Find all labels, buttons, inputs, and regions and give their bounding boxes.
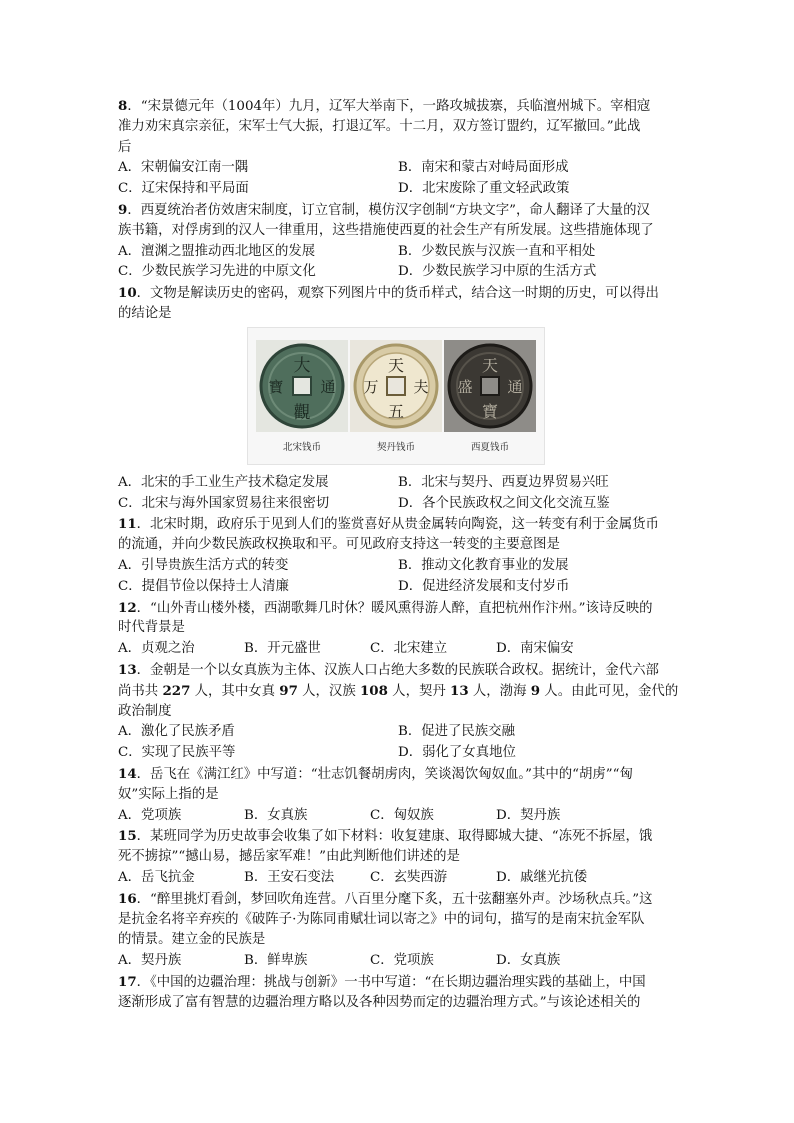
question-stem: 人，渤海 [468,683,531,699]
question-14 [118,764,678,826]
statistic-value: 108 [359,682,388,699]
question-number: 9 [118,201,128,218]
option-d[interactable]: D．少数民族学习中原的生活方式 [398,264,597,280]
option-d[interactable]: D．契丹族 [496,807,561,823]
coin-glyph-bottom: 觀 [293,402,311,423]
option-a[interactable]: A．北宋的手工业生产技术稳定发展 [118,474,329,490]
question-list [118,96,678,1013]
coin-glyph-left: 万 [363,377,379,396]
question-stem: ．《中国的边疆治理：挑战与创新》一书中写道：“在长期边疆治理实践的基础上，中国 [136,974,646,990]
option-b[interactable]: B．王安石变法 [244,869,335,885]
option-c[interactable]: C．党项族 [370,953,434,969]
question-stem: ．“山外青山楼外楼，西湖歌舞几时休？暖风熏得游人醉，直把杭州作汴州。”该诗反映的 [136,600,653,616]
western-xia-coin-icon [444,340,536,432]
question-11 [118,514,678,597]
option-b[interactable]: B．推动文化教育事业的发展 [398,557,569,573]
statistic-value: 9 [530,682,541,699]
khitan-coin-icon [350,340,442,432]
question-stem: ．金朝是一个以女真族为主体、汉族人口占绝大多数的民族联合政权。据统计，金代六部 [136,662,659,678]
option-c[interactable]: C．提倡节俭以保持士人清廉 [118,578,289,594]
question-stem: 死不掳掠”“撼山易，撼岳家军难！”由此判断他们讲述的是 [118,849,460,865]
option-d[interactable]: D．促进经济发展和支付岁币 [398,578,570,594]
option-a[interactable]: A．宋朝偏安江南一隅 [118,160,249,176]
option-b[interactable]: B．女真族 [244,807,308,823]
question-stem: 准力劝宋真宗亲征，宋军士气大振，打退辽军。十二月，双方签订盟约，辽军撤回。”此战 [118,118,641,134]
option-c[interactable]: C．玄奘西游 [370,869,448,885]
question-stem: 族书籍，对俘虏到的汉人一律重用，这些措施使西夏的社会生产有所发展。这些措施体现了 [118,222,654,238]
question-stem: 的流通，并向少数民族政权换取和平。可见政府支持这一转变的主要意图是 [118,537,560,553]
option-c[interactable]: C．辽宋保持和平局面 [118,181,249,197]
question-stem: 尚书共 [118,683,163,699]
question-number: 8 [118,98,128,114]
question-13 [118,660,678,764]
coin-glyph-bottom: 五 [387,401,405,421]
coin-caption: 契丹钱币 [376,441,415,453]
coin-glyph-top: 大 [293,355,311,376]
question-stem: ．北宋时期，政府乐于见到人们的鉴赏喜好从贵金属转向陶瓷，这一转变有利于金属货币 [136,517,659,533]
coin-glyph-left: 寶 [268,377,284,396]
option-d[interactable]: D．各个民族政权之间文化交流互鉴 [398,495,610,511]
question-number: 11 [118,516,137,533]
question-stem: 是抗金名将辛弃疾的《破阵子·为陈同甫赋壮词以寄之》中的词句，描写的是南宋抗金军队 [118,911,645,927]
option-c[interactable]: C．北宋建立 [370,641,448,657]
option-a[interactable]: A．岳飞抗金 [118,869,195,885]
question-8 [118,96,678,200]
coin-glyph-top: 天 [481,355,499,375]
option-a[interactable]: A．贞观之治 [118,641,195,657]
coin-figure [118,327,678,469]
question-stem: 逐渐形成了富有智慧的边疆治理方略以及各种因势而定的边疆治理方式。”与该论述相关的 [118,994,641,1010]
option-a[interactable]: A．引导贵族生活方式的转变 [118,557,289,573]
question-stem: 人。由此可见，金代的 [540,683,679,699]
question-number: 17 [118,973,137,990]
coin-caption: 西夏钱币 [470,441,509,453]
question-number: 13 [118,661,137,678]
northern-song-coin-icon [256,340,348,432]
question-15 [118,826,678,888]
question-stem: 政治制度 [118,703,172,719]
option-b[interactable]: B．开元盛世 [244,641,321,657]
coin-glyph-left: 盛 [457,377,473,396]
question-number: 16 [118,890,137,907]
option-d[interactable]: D．戚继光抗倭 [496,869,588,885]
option-a[interactable]: A．契丹族 [118,953,182,969]
option-d[interactable]: D．北宋废除了重文轻武政策 [398,181,570,197]
question-number: 15 [118,828,137,845]
option-b[interactable]: B．南宋和蒙古对峙局面形成 [398,160,569,176]
question-stem: ．某班同学为历史故事会收集了如下材料：收复建康、取得郾城大捷、“冻死不拆屋，饿 [136,829,653,845]
question-stem: 的情景。建立金的民族是 [118,932,266,948]
option-a[interactable]: A．党项族 [118,807,182,823]
question-stem: 后 [118,139,132,155]
statistic-value: 97 [279,682,298,699]
option-d[interactable]: D．女真族 [496,953,561,969]
coin-glyph-right: 夫 [413,377,429,396]
question-16 [118,889,678,972]
coin-caption: 北宋钱币 [282,441,321,453]
option-b[interactable]: B．鲜卑族 [244,953,308,969]
question-stem: ．岳飞在《满江红》中写道：“壮志饥餐胡虏肉，笑谈渴饮匈奴血。”其中的“胡虏”“匈 [136,766,633,782]
option-c[interactable]: C．匈奴族 [370,807,434,823]
coin-glyph-right: 通 [507,377,523,396]
option-c[interactable]: C．少数民族学习先进的中原文化 [118,264,316,280]
coin-glyph-top: 天 [387,355,405,375]
question-9 [118,200,678,283]
option-c[interactable]: C．北宋与海外国家贸易往来很密切 [118,495,330,511]
question-17 [118,972,678,1014]
question-stem: 人，其中女真 [190,683,280,699]
question-12 [118,598,678,660]
coin-glyph-bottom: 寶 [481,401,499,421]
coin-glyph-right: 通 [320,377,336,396]
option-a[interactable]: A．激化了民族矛盾 [118,724,235,740]
question-stem: 人，契丹 [387,683,450,699]
question-number: 14 [118,765,137,782]
question-stem: 时代背景是 [118,620,185,636]
option-d[interactable]: D．弱化了女真地位 [398,745,516,761]
question-stem: ．“醉里挑灯看剑，梦回吹角连营。八百里分麾下炙，五十弦翻塞外声。沙场秋点兵。”这 [136,891,653,907]
question-stem: 奴”实际上指的是 [118,786,219,802]
option-c[interactable]: C．实现了民族平等 [118,745,236,761]
question-stem: ．西夏统治者仿效唐宋制度，订立官制，模仿汉字创制“方块文字”，命人翻译了大量的汉 [127,202,650,218]
question-stem: 的结论是 [118,305,172,321]
statistic-value: 13 [450,682,469,699]
option-a[interactable]: A．澶渊之盟推动西北地区的发展 [118,243,316,259]
question-10 [118,283,678,514]
option-d[interactable]: D．南宋偏安 [496,641,574,657]
coin-figure-frame [247,327,545,465]
statistic-value: 227 [162,682,191,699]
option-b[interactable]: B．北宋与契丹、西夏边界贸易兴旺 [398,474,609,490]
option-b[interactable]: B．促进了民族交融 [398,724,515,740]
question-number: 10 [118,285,137,302]
question-number: 12 [118,599,137,616]
question-stem: ．文物是解读历史的密码，观察下列图片中的货币样式，结合这一时期的历史，可以得出 [136,286,659,302]
question-stem: 人，汉族 [297,683,360,699]
option-b[interactable]: B．少数民族与汉族一直和平相处 [398,243,596,259]
question-stem: ．“宋景德元年（1004年）九月，辽军大举南下，一路攻城拔寨，兵临澶州城下。宰相寇 [127,99,651,114]
